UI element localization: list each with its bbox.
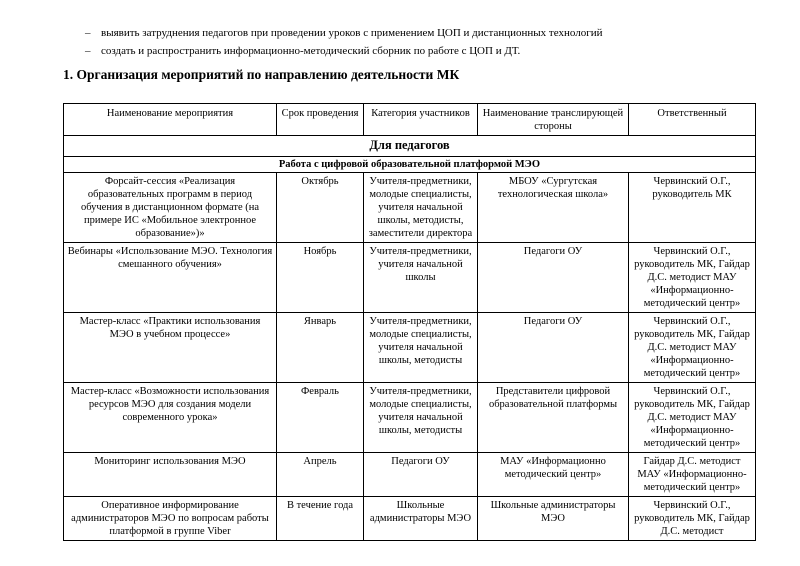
header-row (64, 104, 756, 136)
table-cell: Мастер-класс «Практики использования МЭО в учебном процессе» (64, 313, 277, 383)
table-cell: Учителя-предметники, молодые специалисты, учителя начальной школы, методисты (364, 383, 478, 453)
table-cell: Учителя-предметники, учителя начальной школы (364, 243, 478, 313)
table-cell: Мастер-класс «Возможности использования ресурсов МЭО для создания модели современного урока» (64, 383, 277, 453)
table-cell: Червинский О.Г., руководитель МК, Гайдар Д.С. методист МАУ «Информационно-методический центр» (629, 243, 756, 313)
events-table (63, 103, 756, 541)
table-cell: Школьные администраторы МЭО (478, 497, 629, 541)
table-cell: Червинский О.Г., руководитель МК (629, 173, 756, 243)
column-header-responsible: Ответственный (629, 104, 756, 136)
table-header (64, 104, 756, 136)
table-cell: Гайдар Д.С. методист МАУ «Информационно-методический центр» (629, 453, 756, 497)
bullet-text: создать и распространить информационно-методический сборник по работе с ЦОП и ДТ. (101, 45, 521, 57)
column-header-timeframe: Срок проведения (277, 104, 364, 136)
table-cell: Червинский О.Г., руководитель МК, Гайдар Д.С. методист МАУ «Информационно-методический центр» (629, 313, 756, 383)
section-row (64, 136, 756, 157)
table-cell: Ноябрь (277, 243, 364, 313)
bullet-dash: – (85, 45, 91, 57)
table-cell: Педагоги ОУ (478, 313, 629, 383)
bullet-dash: – (85, 27, 91, 39)
table-row (64, 243, 756, 313)
bullet-item (85, 24, 745, 42)
column-header-participants: Категория участников (364, 104, 478, 136)
table-cell: Червинский О.Г., руководитель МК, Гайдар Д.С. методист МАУ «Информационно-методический центр» (629, 383, 756, 453)
events-table-container (63, 103, 755, 541)
table-cell: Учителя-предметники, молодые специалисты, учителя начальной школы, методисты, заместители директора (364, 173, 478, 243)
table-cell: Представители цифровой образовательной платформы (478, 383, 629, 453)
table-cell: Вебинары «Использование МЭО. Технология смешанного обучения» (64, 243, 277, 313)
section-heading: 1. Организация мероприятий по направлению деятельности МК (63, 67, 460, 82)
bullet-text: выявить затруднения педагогов при проведении уроков с применением ЦОП и дистанционных технологий (101, 27, 603, 39)
bullet-list (85, 24, 745, 60)
table-row (64, 313, 756, 383)
table-cell: Школьные администраторы МЭО (364, 497, 478, 541)
table-cell: Педагоги ОУ (478, 243, 629, 313)
table-cell: МАУ «Информационно методический центр» (478, 453, 629, 497)
table-cell: Октябрь (277, 173, 364, 243)
table-cell: Январь (277, 313, 364, 383)
table-cell: Учителя-предметники, молодые специалисты, учителя начальной школы, методисты (364, 313, 478, 383)
column-header-broadcaster: Наименование транслирующей стороны (478, 104, 629, 136)
table-cell: Оперативное информирование администраторов МЭО по вопросам работы платформой в группе Viber (64, 497, 277, 541)
table-cell: МБОУ «Сургутская технологическая школа» (478, 173, 629, 243)
table-cell: В течение года (277, 497, 364, 541)
table-cell: Педагоги ОУ (364, 453, 478, 497)
table-row (64, 497, 756, 541)
table-cell: Февраль (277, 383, 364, 453)
table-cell: Мониторинг использования МЭО (64, 453, 277, 497)
column-header-event-name: Наименование мероприятия (64, 104, 277, 136)
table-body (64, 136, 756, 541)
table-row (64, 453, 756, 497)
section-row-label: Для педагогов (64, 136, 756, 157)
table-row (64, 383, 756, 453)
bullet-item (85, 42, 745, 60)
table-cell: Апрель (277, 453, 364, 497)
table-row (64, 173, 756, 243)
section-row-label: Работа с цифровой образовательной платформой МЭО (64, 157, 756, 173)
table-cell: Червинский О.Г., руководитель МК, Гайдар Д.С. методист (629, 497, 756, 541)
table-cell: Форсайт-сессия «Реализация образовательных программ в период обучения в дистанционном формате (на примере ИС «Мобильное электронное образование»)» (64, 173, 277, 243)
section-row (64, 157, 756, 173)
